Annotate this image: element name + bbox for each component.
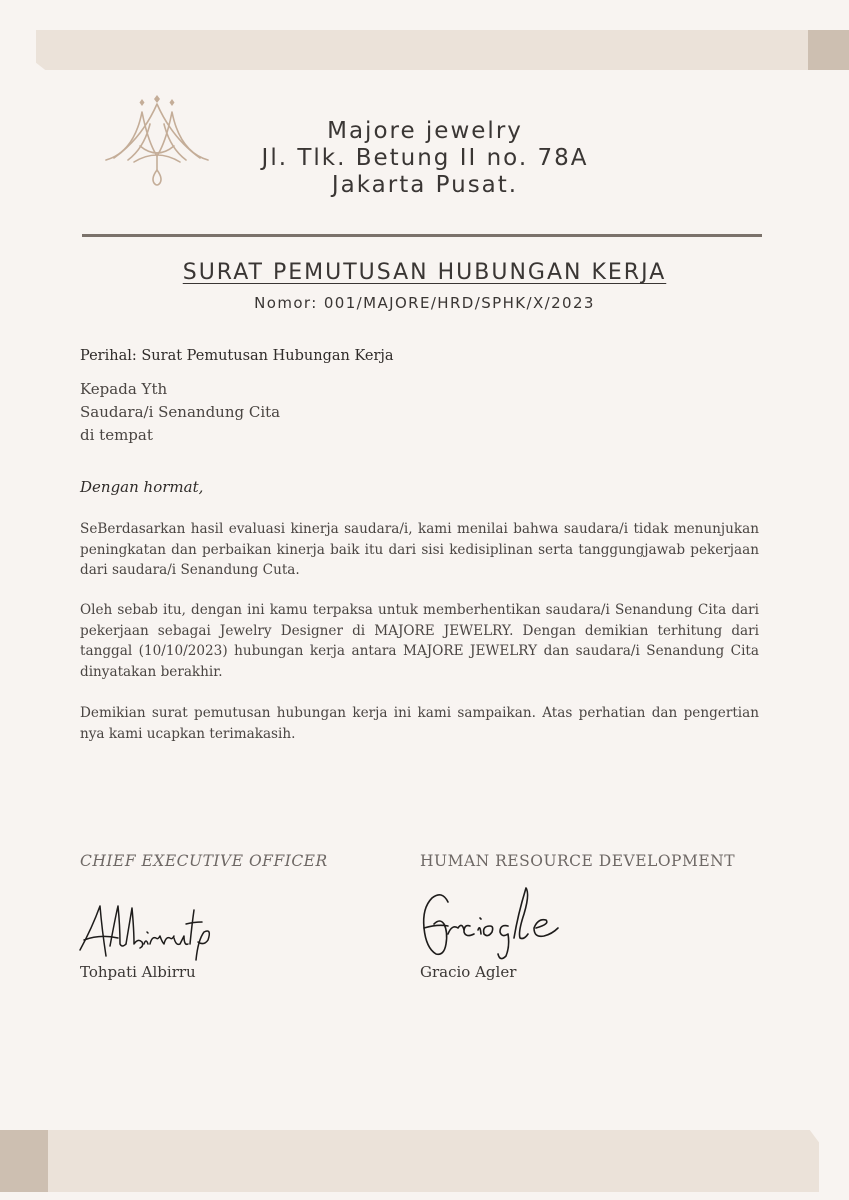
letter-subject: Perihal: Surat Pemutusan Hubungan Kerja (80, 348, 394, 364)
header-divider (82, 234, 762, 237)
letter-title-text: SURAT PEMUTUSAN HUBUNGAN KERJA (182, 260, 667, 285)
bottom-band-accent (0, 1130, 48, 1192)
greeting: Dengan hormat, (80, 478, 204, 496)
company-address-line1: Jl. Tlk. Betung II no. 78A (261, 145, 589, 171)
top-decorative-band (36, 30, 808, 70)
hrd-signature (418, 884, 580, 962)
crown-logo-icon (104, 94, 210, 192)
company-header (240, 118, 610, 199)
ceo-title: CHIEF EXECUTIVE OFFICER (80, 852, 328, 870)
body-paragraph-2: Oleh sebab itu, dengan ini kamu terpaksa untuk memberhentikan saudara/i Senandung Cita dari pekerjaan sebagai Jewelry Designer di MAJORE JEWELRY. Dengan demikian terhitung dari tanggal (10/10/2023) hubungan kerja antara MAJORE JEWELRY dan saudara/i Senandung Cita dinyatakan berakhir. (80, 602, 759, 680)
ceo-name: Tohpati Albirru (80, 963, 196, 981)
recipient-line1: Kepada Yth (80, 380, 168, 398)
body-paragraph-1: SeBerdasarkan hasil evaluasi kinerja saudara/i, kami menilai bahwa saudara/i tidak menunjukan peningkatan dan perbaikan kinerja baik itu dari sisi kedisiplinan serta tanggungjawab pekerjaan dari saudara/i Senandung Cuta. (80, 521, 759, 578)
recipient-line2: Saudara/i Senandung Cita (80, 403, 281, 421)
recipient-line3: di tempat (80, 426, 153, 444)
recipient-block (80, 378, 280, 447)
letter-number: Nomor: 001/MAJORE/HRD/SPHK/X/2023 (254, 294, 595, 312)
letter-title (0, 260, 849, 285)
body-paragraph-3: Demikian surat pemutusan hubungan kerja ini kami sampaikan. Atas perhatian dan pengertian nya kami ucapkan terimakasih. (80, 705, 759, 742)
top-band-accent (808, 30, 849, 70)
hrd-name: Gracio Agler (420, 963, 517, 981)
hrd-title: HUMAN RESOURCE DEVELOPMENT (420, 852, 736, 870)
bottom-decorative-band (48, 1130, 819, 1192)
ceo-signature (78, 900, 220, 964)
company-name: Majore jewelry (327, 118, 523, 144)
company-address-line2: Jakarta Pusat. (331, 172, 519, 198)
